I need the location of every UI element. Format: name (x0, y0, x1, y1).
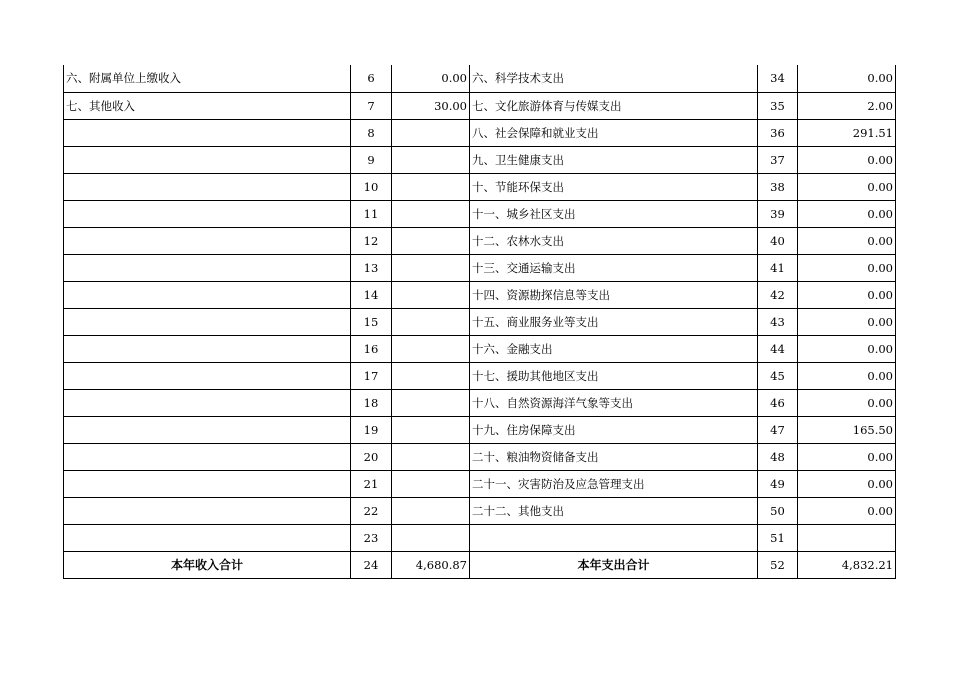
expense-line-no: 42 (758, 281, 798, 308)
income-amount (392, 281, 470, 308)
expense-line-no: 46 (758, 389, 798, 416)
expense-item: 十五、商业服务业等支出 (470, 308, 758, 335)
income-line-no: 22 (351, 497, 392, 524)
income-amount (392, 119, 470, 146)
income-line-no: 23 (351, 524, 392, 551)
expense-amount: 0.00 (798, 173, 896, 200)
income-line-no: 17 (351, 362, 392, 389)
expense-line-no: 39 (758, 200, 798, 227)
expense-line-no: 47 (758, 416, 798, 443)
expense-line-no: 35 (758, 92, 798, 119)
expense-line-no: 45 (758, 362, 798, 389)
expense-line-no: 48 (758, 443, 798, 470)
table-row (64, 200, 896, 227)
income-item (64, 497, 351, 524)
income-amount (392, 389, 470, 416)
expense-item: 十六、金融支出 (470, 335, 758, 362)
expense-amount: 165.50 (798, 416, 896, 443)
expense-amount: 0.00 (798, 443, 896, 470)
income-item (64, 227, 351, 254)
income-amount (392, 254, 470, 281)
income-line-no: 13 (351, 254, 392, 281)
income-item (64, 524, 351, 551)
expense-item: 十七、援助其他地区支出 (470, 362, 758, 389)
expense-item: 二十、粮油物资储备支出 (470, 443, 758, 470)
income-line-no: 19 (351, 416, 392, 443)
income-line-no: 8 (351, 119, 392, 146)
expense-amount: 291.51 (798, 119, 896, 146)
totals-row (64, 551, 896, 578)
expense-item: 十三、交通运输支出 (470, 254, 758, 281)
income-item (64, 146, 351, 173)
income-item (64, 362, 351, 389)
expense-amount: 0.00 (798, 281, 896, 308)
income-amount (392, 173, 470, 200)
table-row (64, 65, 896, 92)
expense-item: 十四、资源勘探信息等支出 (470, 281, 758, 308)
income-amount (392, 524, 470, 551)
income-line-no: 10 (351, 173, 392, 200)
income-line-no: 20 (351, 443, 392, 470)
expense-item: 十八、自然资源海洋气象等支出 (470, 389, 758, 416)
expense-item: 七、文化旅游体育与传媒支出 (470, 92, 758, 119)
income-amount (392, 362, 470, 389)
income-item (64, 389, 351, 416)
table-row (64, 254, 896, 281)
table-row (64, 524, 896, 551)
expense-amount: 0.00 (798, 146, 896, 173)
expense-item: 二十二、其他支出 (470, 497, 758, 524)
income-item (64, 308, 351, 335)
income-item (64, 200, 351, 227)
income-amount (392, 146, 470, 173)
income-item: 六、附属单位上缴收入 (64, 65, 351, 92)
expense-item: 八、社会保障和就业支出 (470, 119, 758, 146)
expense-amount: 0.00 (798, 470, 896, 497)
table-row (64, 362, 896, 389)
expense-item (470, 524, 758, 551)
expense-amount: 0.00 (798, 200, 896, 227)
income-amount (392, 308, 470, 335)
income-amount (392, 416, 470, 443)
expense-item: 二十一、灾害防治及应急管理支出 (470, 470, 758, 497)
table-row (64, 389, 896, 416)
table-body (64, 65, 896, 578)
income-line-no: 21 (351, 470, 392, 497)
income-line-no: 16 (351, 335, 392, 362)
table-row (64, 227, 896, 254)
income-total-amount: 4,680.87 (392, 551, 470, 578)
income-amount: 30.00 (392, 92, 470, 119)
expense-amount: 0.00 (798, 227, 896, 254)
income-amount (392, 470, 470, 497)
expense-line-no: 49 (758, 470, 798, 497)
income-total-label: 本年收入合计 (64, 551, 351, 578)
income-line-no: 9 (351, 146, 392, 173)
income-line-no: 7 (351, 92, 392, 119)
income-amount: 0.00 (392, 65, 470, 92)
expense-line-no: 37 (758, 146, 798, 173)
table-row (64, 416, 896, 443)
expense-item: 十二、农林水支出 (470, 227, 758, 254)
income-item (64, 470, 351, 497)
income-line-no: 11 (351, 200, 392, 227)
expense-line-no: 34 (758, 65, 798, 92)
expense-line-no: 44 (758, 335, 798, 362)
income-amount (392, 497, 470, 524)
expense-total-line: 52 (758, 551, 798, 578)
table-row (64, 497, 896, 524)
income-amount (392, 443, 470, 470)
expense-item: 十一、城乡社区支出 (470, 200, 758, 227)
income-item (64, 281, 351, 308)
table-row (64, 335, 896, 362)
expense-item: 十九、住房保障支出 (470, 416, 758, 443)
expense-amount: 0.00 (798, 362, 896, 389)
table-row (64, 470, 896, 497)
table-row (64, 443, 896, 470)
income-line-no: 6 (351, 65, 392, 92)
income-amount (392, 335, 470, 362)
income-amount (392, 227, 470, 254)
income-item (64, 335, 351, 362)
income-item (64, 416, 351, 443)
expense-item: 十、节能环保支出 (470, 173, 758, 200)
expense-item: 九、卫生健康支出 (470, 146, 758, 173)
income-line-no: 15 (351, 308, 392, 335)
table-row (64, 173, 896, 200)
table-row (64, 308, 896, 335)
expense-line-no: 51 (758, 524, 798, 551)
income-item (64, 119, 351, 146)
income-item (64, 443, 351, 470)
income-item: 七、其他收入 (64, 92, 351, 119)
table-row (64, 146, 896, 173)
table-row (64, 119, 896, 146)
table-row (64, 92, 896, 119)
expense-line-no: 41 (758, 254, 798, 281)
expense-amount: 0.00 (798, 254, 896, 281)
income-line-no: 18 (351, 389, 392, 416)
expense-line-no: 50 (758, 497, 798, 524)
income-line-no: 14 (351, 281, 392, 308)
expense-amount (798, 524, 896, 551)
income-amount (392, 200, 470, 227)
expense-total-label: 本年支出合计 (470, 551, 758, 578)
income-line-no: 12 (351, 227, 392, 254)
income-item (64, 254, 351, 281)
table-row (64, 281, 896, 308)
expense-line-no: 40 (758, 227, 798, 254)
expense-amount: 0.00 (798, 308, 896, 335)
income-total-line: 24 (351, 551, 392, 578)
expense-amount: 0.00 (798, 335, 896, 362)
expense-item: 六、科学技术支出 (470, 65, 758, 92)
expense-amount: 0.00 (798, 497, 896, 524)
expense-total-amount: 4,832.21 (798, 551, 896, 578)
income-item (64, 173, 351, 200)
expense-amount: 2.00 (798, 92, 896, 119)
expense-amount: 0.00 (798, 389, 896, 416)
budget-table (63, 65, 896, 579)
expense-line-no: 36 (758, 119, 798, 146)
expense-line-no: 43 (758, 308, 798, 335)
expense-amount: 0.00 (798, 65, 896, 92)
expense-line-no: 38 (758, 173, 798, 200)
